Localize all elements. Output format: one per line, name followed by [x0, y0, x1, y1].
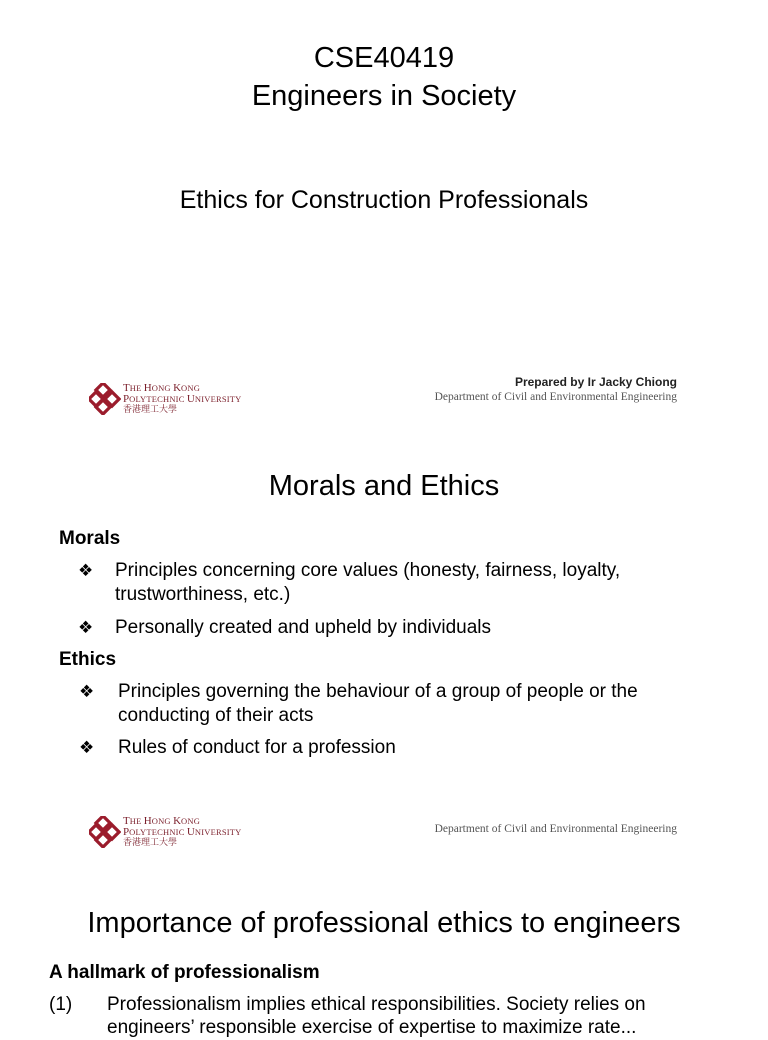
item-1-line1: Professionalism implies ethical responsibilities. Society relies on — [107, 994, 646, 1015]
section-heading: A hallmark of professionalism — [49, 962, 320, 983]
morals-item-1-line1: Principles concerning core values (honesty, fairness, loyalty, — [115, 560, 621, 581]
ethics-heading: Ethics — [59, 649, 117, 670]
slide-subtitle: Ethics for Construction Professionals — [179, 186, 589, 214]
bullet-icon: ❖ — [78, 561, 94, 580]
polyu-wordmark: THE HONG KONG POLYTECHNIC UNIVERSITY 香港理工大學 — [123, 382, 242, 415]
bullet-icon: ❖ — [78, 618, 94, 637]
item-1-line2: engineers’ responsible exercise of expertise to maximize rate... — [107, 1017, 637, 1038]
prepared-by: Prepared by Ir Jacky Chiong — [514, 375, 677, 389]
department-label: Department of Civil and Environmental Engineering — [434, 391, 677, 403]
morals-heading: Morals — [59, 528, 121, 549]
polyu-knot-icon — [89, 816, 121, 848]
polyu-logo — [89, 814, 259, 854]
ethics-item-2: Rules of conduct for a profession — [118, 737, 396, 758]
polyu-knot-icon — [89, 383, 121, 415]
morals-item-2: Personally created and upheld by individuals — [115, 617, 492, 638]
ethics-item-1-line1: Principles governing the behaviour of a group of people or the — [118, 681, 638, 702]
polyu-chinese-name: 香港理工大學 — [123, 838, 178, 848]
ethics-item-1-line2: conducting of their acts — [118, 705, 314, 726]
slide2-title: Morals and Ethics — [268, 470, 500, 502]
course-code: CSE40419 — [313, 42, 455, 74]
morals-item-1-line2: trustworthiness, etc.) — [115, 584, 291, 605]
item-number: (1) — [49, 994, 73, 1015]
polyu-wordmark: THE HONG KONG POLYTECHNIC UNIVERSITY 香港理工大學 — [123, 815, 242, 848]
course-title: Engineers in Society — [251, 80, 517, 112]
bullet-icon: ❖ — [79, 682, 95, 701]
slide3-title: Importance of professional ethics to engineers — [87, 907, 681, 939]
polyu-chinese-name: 香港理工大學 — [123, 405, 178, 415]
bullet-icon: ❖ — [79, 738, 95, 757]
department-label: Department of Civil and Environmental Engineering — [434, 823, 677, 835]
polyu-logo — [89, 381, 259, 421]
